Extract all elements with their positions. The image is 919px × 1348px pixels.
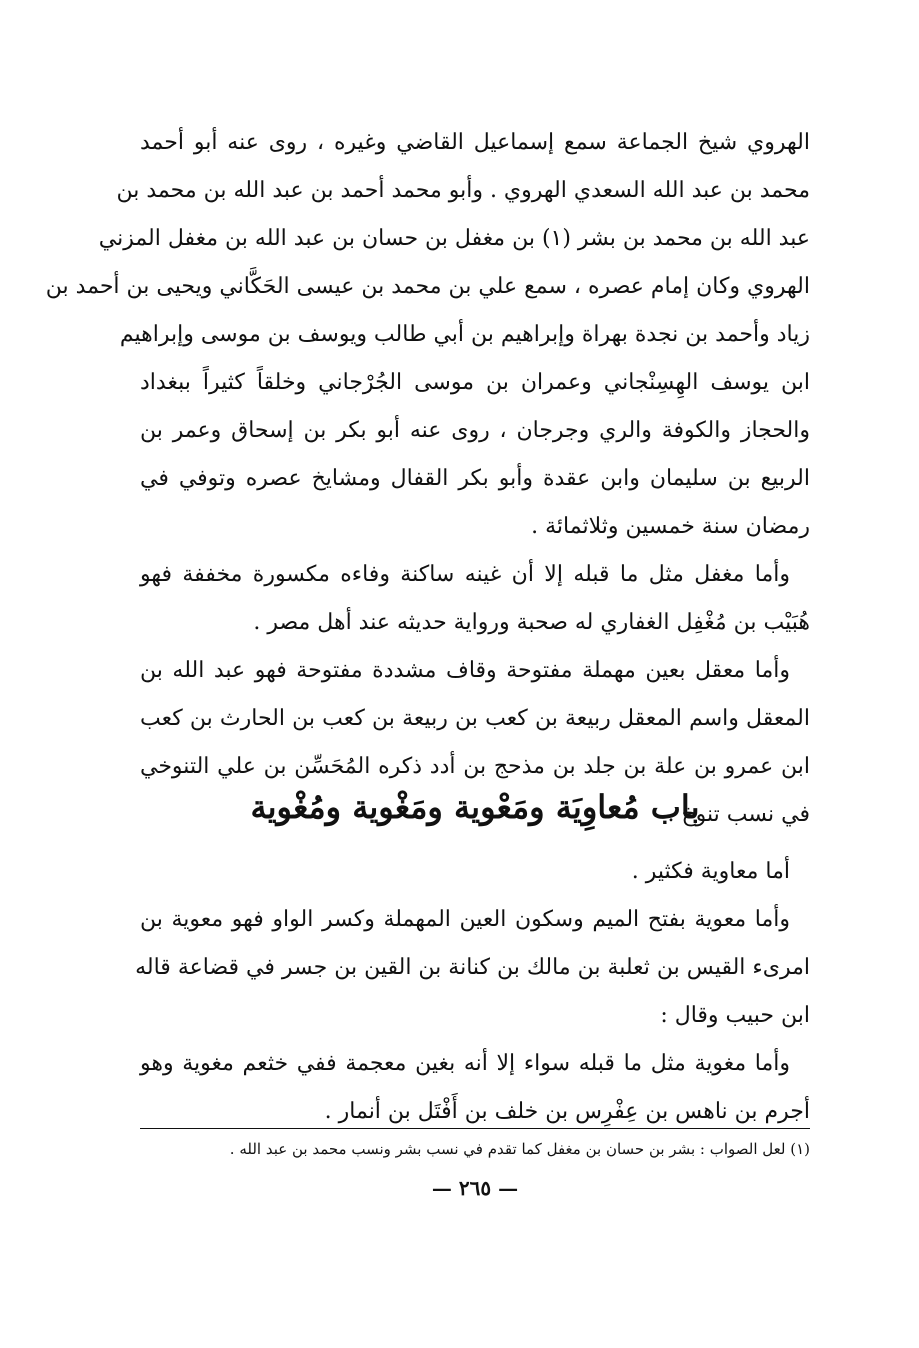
- text-line: أما معاوية فكثير .: [631, 859, 790, 884]
- text-line: عبد الله بن محمد بن بشر (١) بن مغفل بن حسان بن عبد الله بن مغفل المزني: [98, 226, 810, 251]
- text-line: ابن عمرو بن علة بن جلد بن مذحج بن أدد ذكره المُحَسِّن بن علي التنوخي: [140, 754, 810, 779]
- text-line: أجرم بن ناهس بن عِفْرِس بن خلف بن أَفْتَل بن أنمار .: [324, 1099, 810, 1124]
- text-line: وأما مغوية مثل ما قبله سواء إلا أنه بغين معجمة ففي خثعم مغوية وهو: [140, 1051, 790, 1076]
- text-line: ابن يوسف الهِسِنْجاني وعمران بن موسى الجُرْجاني وخلقاً كثيراً ببغداد: [140, 370, 810, 395]
- text-line: المعقل واسم المعقل ربيعة بن كعب بن ربيعة بن كعب بن الحارث بن كعب: [140, 706, 810, 731]
- text-line: ابن حبيب وقال :: [660, 1003, 810, 1028]
- text-line: زياد وأحمد بن نجدة بهراة وإبراهيم بن أبي طالب ويوسف بن موسى وإبراهيم: [119, 322, 810, 347]
- chapter-heading: باب مُعاوِيَة ومَعْوية ومَغْوية ومُغْوية: [250, 788, 700, 826]
- text-line: محمد بن عبد الله السعدي الهروي . وأبو محمد أحمد بن عبد الله بن محمد بن: [116, 178, 810, 203]
- text-line: وأما معوية بفتح الميم وسكون العين المهملة وكسر الواو فهو معوية بن: [140, 907, 790, 932]
- text-line: رمضان سنة خمسين وثلاثمائة .: [531, 514, 810, 539]
- footnote: (١) لعل الصواب : بشر بن حسان بن مغفل كما تقدم في نسب بشر ونسب محمد بن عبد الله .: [229, 1140, 810, 1158]
- page-number: — ٢٦٥ —: [431, 1176, 519, 1200]
- text-line: والحجاز والكوفة والري وجرجان ، روى عنه أبو بكر بن إسحاق وعمر بن: [140, 418, 810, 443]
- main-text-block: [45, 119, 810, 839]
- text-line: في نسب تنوخ .: [667, 802, 810, 827]
- text-line: الهروي وكان إمام عصره ، سمع علي بن محمد بن عيسى الحَكَّاني ويحيى بن أحمد بن: [45, 274, 810, 299]
- text-line: وأما مغفل مثل ما قبله إلا أن غينه ساكنة وفاءه مكسورة مخففة فهو: [140, 562, 790, 587]
- text-line: الربيع بن سليمان وابن عقدة وأبو بكر القفال ومشايخ عصره وتوفي في: [140, 466, 810, 491]
- text-line: هُبَيْب بن مُغْفِل الغفاري له صحبة ورواية حديثه عند أهل مصر .: [253, 610, 810, 635]
- footnote-divider: [140, 1128, 810, 1129]
- second-text-block: [135, 848, 810, 1136]
- text-line: امرىء القيس بن ثعلبة بن مالك بن كنانة بن القين بن جسر في قضاعة قاله: [135, 955, 810, 980]
- text-line: وأما معقل بعين مهملة مفتوحة وقاف مشددة مفتوحة فهو عبد الله بن: [140, 658, 790, 683]
- text-line: الهروي شيخ الجماعة سمع إسماعيل القاضي وغيره ، روى عنه أبو أحمد: [140, 130, 810, 155]
